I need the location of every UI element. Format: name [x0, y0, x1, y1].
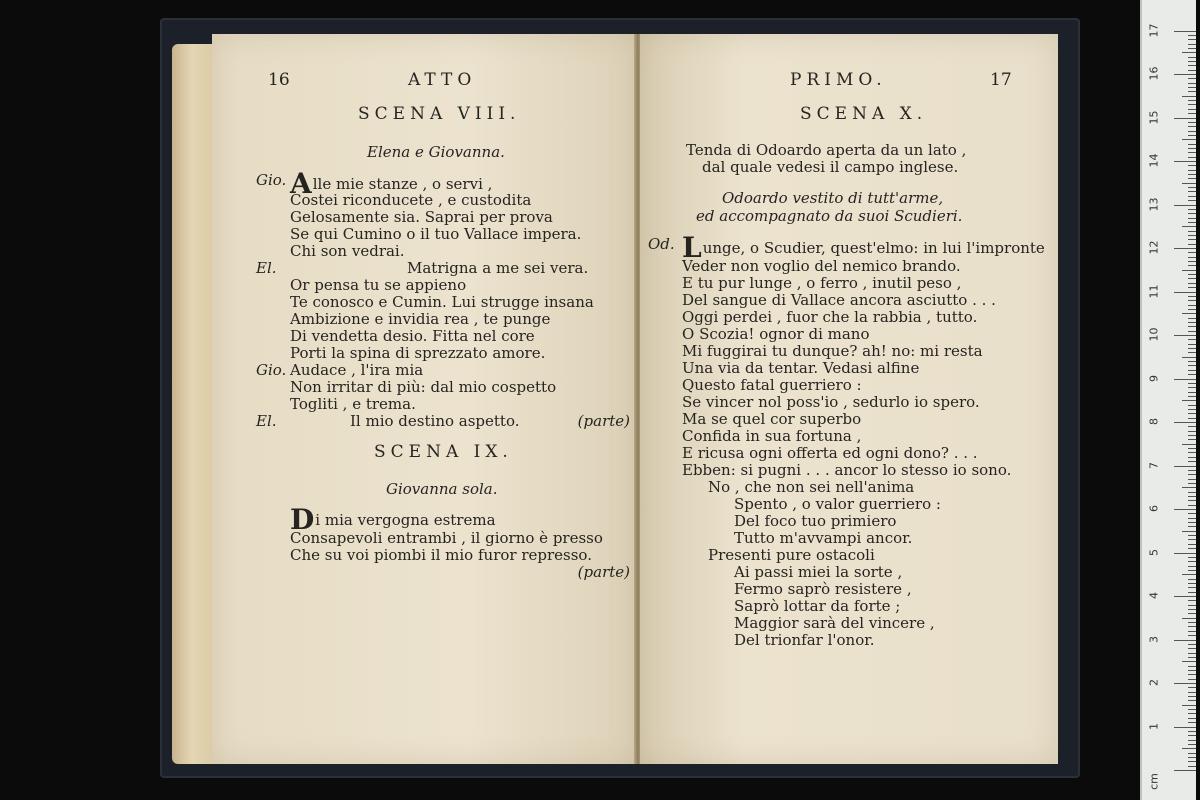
ruler-tick [1188, 653, 1196, 654]
ruler-tick [1188, 679, 1196, 680]
verse-line [682, 360, 919, 377]
verse-text: Te conosco e Cumin. Lui strugge insana [290, 293, 594, 311]
stage-direction: (parte) [577, 412, 630, 430]
ruler-tick [1182, 705, 1196, 706]
ruler-tick [1188, 157, 1196, 158]
ruler-tick [1188, 187, 1196, 188]
ruler-tick [1188, 365, 1196, 366]
ruler-tick [1188, 113, 1196, 114]
verse-line [682, 292, 996, 309]
ruler-tick [1188, 470, 1196, 471]
ruler-tick [1182, 444, 1196, 445]
ruler-tick [1188, 87, 1196, 88]
ruler-tick [1188, 492, 1196, 493]
ruler-tick [1188, 135, 1196, 136]
ruler-number: 6 [1147, 505, 1161, 512]
ruler-number: 4 [1147, 592, 1161, 599]
verse-line [734, 581, 912, 598]
ruler-tick [1174, 31, 1196, 32]
ruler-tick [1188, 457, 1196, 458]
ruler-tick [1188, 374, 1196, 375]
drop-capital: L [682, 231, 702, 264]
verse-line [682, 462, 1011, 479]
ruler-tick [1188, 496, 1196, 497]
ruler-tick [1188, 535, 1196, 536]
verse-line [682, 428, 861, 445]
verse-text: Saprò lottar da forte ; [734, 597, 901, 615]
ruler-tick [1188, 435, 1196, 436]
ruler-tick [1188, 209, 1196, 210]
ruler-tick [1188, 740, 1196, 741]
verse-text: Ebben: si pugni . . . ancor lo stesso io sono. [682, 461, 1012, 479]
speaker-label: Gio. [256, 171, 287, 189]
verse-line [682, 343, 983, 360]
ruler-tick [1182, 748, 1196, 749]
ruler-tick [1188, 239, 1196, 240]
right-page [640, 34, 1058, 764]
ruler-tick [1188, 687, 1196, 688]
ruler-tick [1182, 96, 1196, 97]
verse-text: i mia vergogna estrema [315, 511, 496, 529]
ruler-tick [1188, 609, 1196, 610]
ruler-tick [1188, 348, 1196, 349]
verse-text: Ma se quel cor superbo [682, 410, 862, 428]
speaker-label: Gio. [256, 361, 287, 379]
ruler-tick [1174, 683, 1196, 684]
verse-line [290, 277, 466, 294]
ruler-tick [1188, 409, 1196, 410]
verse-text: No , che non sei nell'anima [708, 478, 915, 496]
verse-line [682, 326, 870, 343]
verse-line [682, 258, 961, 275]
verse-text: unge, o Scudier, quest'elmo: in lui l'impronte [702, 239, 1045, 257]
ruler-tick [1182, 531, 1196, 532]
verse-text: Matrigna a me sei vera. [407, 259, 589, 277]
verse-text: Non irritar di più: dal mio cospetto [290, 378, 557, 396]
ruler-tick [1188, 648, 1196, 649]
ruler-tick [1188, 761, 1196, 762]
ruler-tick [1188, 753, 1196, 754]
ruler-tick [1188, 696, 1196, 697]
ruler-tick [1188, 296, 1196, 297]
ruler-tick [1188, 100, 1196, 101]
verse-text: Porti la spina di sprezzato amore. [290, 344, 546, 362]
ruler-tick [1188, 722, 1196, 723]
ruler-tick [1188, 287, 1196, 288]
ruler-tick [1188, 766, 1196, 767]
ruler-tick [1182, 618, 1196, 619]
ruler-tick [1188, 452, 1196, 453]
verse-line [290, 345, 545, 362]
scene-characters: Giovanna sola. [386, 480, 498, 498]
verse-text: Del sangue di Vallace ancora asciutto . . . [682, 291, 996, 309]
ruler-tick [1188, 626, 1196, 627]
ruler-tick [1188, 644, 1196, 645]
ruler-tick [1188, 48, 1196, 49]
ruler-tick [1188, 592, 1196, 593]
scene-setting: dal quale vedesi il campo inglese. [702, 158, 959, 176]
verse-text: Fermo saprò resistere , [734, 580, 912, 598]
ruler-tick [1188, 144, 1196, 145]
verse-line [708, 479, 914, 496]
ruler-tick [1174, 640, 1196, 641]
ruler-tick [1188, 731, 1196, 732]
drop-capital: D [290, 503, 315, 536]
ruler-tick [1174, 509, 1196, 510]
ruler-tick [1182, 313, 1196, 314]
ruler-tick [1188, 605, 1196, 606]
ruler-tick [1188, 426, 1196, 427]
ruler-tick [1188, 600, 1196, 601]
ruler-number: 7 [1147, 461, 1161, 469]
ruler-tick [1188, 352, 1196, 353]
ruler-tick [1188, 674, 1196, 675]
ruler-tick [1182, 487, 1196, 488]
ruler-tick [1188, 474, 1196, 475]
ruler-tick [1174, 466, 1196, 467]
ruler-tick [1174, 205, 1196, 206]
verse-line [734, 564, 902, 581]
ruler-number: 9 [1147, 374, 1161, 382]
ruler-tick [1188, 322, 1196, 323]
verse-line [290, 209, 553, 226]
running-head: ATTO [408, 70, 477, 90]
ruler-number: 11 [1147, 284, 1161, 298]
verse-text: Del foco tuo primiero [734, 512, 897, 530]
ruler-number: 5 [1147, 548, 1161, 556]
ruler-tick [1188, 561, 1196, 562]
ruler-tick [1188, 744, 1196, 745]
ruler-tick [1174, 379, 1196, 380]
verse-line [290, 379, 556, 396]
ruler-number: 15 [1147, 110, 1161, 124]
ruler-tick [1174, 770, 1196, 771]
ruler-tick [1188, 570, 1196, 571]
verse-text: Che su voi piombi il mio furor represso. [290, 546, 592, 564]
ruler-tick [1188, 526, 1196, 527]
ruler-tick [1188, 300, 1196, 301]
ruler-tick [1188, 418, 1196, 419]
ruler-number: 1 [1147, 722, 1161, 730]
verse-line [682, 275, 961, 292]
ruler-tick [1188, 235, 1196, 236]
ruler-tick [1188, 331, 1196, 332]
ruler-tick [1188, 200, 1196, 201]
ruler-tick [1188, 309, 1196, 310]
verse-text: Spento , o valor guerriero : [734, 495, 941, 513]
ruler-tick [1188, 370, 1196, 371]
scene-characters: ed accompagnato da suoi Scudieri. [696, 207, 963, 225]
verse-text: Se qui Cumino o il tuo Vallace impera. [290, 225, 582, 243]
verse-text: lle mie stanze , o servi , [312, 175, 493, 193]
ruler-tick [1188, 326, 1196, 327]
verse-text: Tutto m'avvampi ancor. [734, 529, 913, 547]
verse-line [734, 496, 941, 513]
ruler-tick [1188, 692, 1196, 693]
verse-text: Se vincer nol poss'io , sedurlo io spero. [682, 393, 980, 411]
ruler-tick [1188, 126, 1196, 127]
verse-line [407, 260, 588, 277]
scene-title: SCENA X. [800, 104, 928, 124]
ruler-tick [1188, 718, 1196, 719]
ruler-tick [1188, 405, 1196, 406]
verse-line [682, 309, 977, 326]
ruler-tick [1188, 396, 1196, 397]
ruler-tick [1188, 622, 1196, 623]
ruler-tick [1188, 174, 1196, 175]
drop-capital: A [290, 167, 312, 200]
ruler-number: 8 [1147, 418, 1161, 425]
speaker-label: Od. [648, 235, 675, 253]
ruler-tick [1188, 131, 1196, 132]
ruler-tick [1188, 57, 1196, 58]
ruler-tick [1188, 635, 1196, 636]
ruler-tick [1188, 361, 1196, 362]
scene-characters: Odoardo vestito di tutt'arme, [722, 189, 944, 207]
ruler-tick [1188, 35, 1196, 36]
ruler-tick [1174, 248, 1196, 249]
verse-text: E ricusa ogni offerta ed ogni dono? . . . [682, 444, 978, 462]
verse-text: E tu pur lunge , o ferro , inutil peso , [682, 274, 962, 292]
scene-title: SCENA VIII. [358, 104, 521, 124]
verse-text: Di vendetta desio. Fitta nel core [290, 327, 535, 345]
ruler-tick [1188, 735, 1196, 736]
verse-line [708, 547, 875, 564]
ruler-tick [1188, 700, 1196, 701]
verse-text: Chi son vedrai. [290, 242, 405, 260]
ruler-tick [1188, 479, 1196, 480]
ruler-number: 13 [1147, 197, 1161, 211]
speaker-label: El. [256, 259, 277, 277]
speaker-label: El. [256, 412, 277, 430]
verse-text: Confida in sua fortuna , [682, 427, 862, 445]
ruler-tick [1174, 553, 1196, 554]
verse-line [290, 192, 531, 209]
verse-text: Maggior sarà del vincere , [734, 614, 935, 632]
ruler-number: 2 [1147, 679, 1161, 686]
verse-text: Ambizione e invidia rea , te punge [290, 310, 551, 328]
ruler-tick [1188, 631, 1196, 632]
ruler-tick [1188, 274, 1196, 275]
verse-line [734, 632, 875, 649]
ruler-number: 3 [1147, 635, 1161, 643]
verse-text: Presenti pure ostacoli [708, 546, 875, 564]
ruler-tick [1188, 218, 1196, 219]
ruler-tick [1182, 183, 1196, 184]
ruler-tick [1188, 222, 1196, 223]
ruler-tick [1188, 44, 1196, 45]
ruler-tick [1188, 305, 1196, 306]
ruler-tick [1188, 178, 1196, 179]
ruler-tick [1188, 252, 1196, 253]
verse-line [290, 530, 603, 547]
ruler-tick [1188, 439, 1196, 440]
verse-text: Consapevoli entrambi , il giorno è presso [290, 529, 603, 547]
ruler-tick [1188, 579, 1196, 580]
ruler-tick [1188, 170, 1196, 171]
ruler-tick [1188, 392, 1196, 393]
ruler-tick [1188, 91, 1196, 92]
ruler-unit-label: cm [1147, 773, 1161, 790]
ruler-tick [1188, 109, 1196, 110]
ruler-tick [1188, 544, 1196, 545]
ruler-tick [1188, 70, 1196, 71]
verse-text: Oggi perdei , fuor che la rabbia , tutto. [682, 308, 978, 326]
ruler-tick [1188, 387, 1196, 388]
ruler-tick [1188, 165, 1196, 166]
ruler-tick [1188, 196, 1196, 197]
ruler-tick [1182, 400, 1196, 401]
ruler-tick [1188, 461, 1196, 462]
verse-line [290, 547, 592, 564]
ruler-tick [1182, 226, 1196, 227]
ruler-tick [1188, 283, 1196, 284]
ruler-tick [1188, 431, 1196, 432]
verse-line [290, 294, 594, 311]
page-number: 16 [268, 70, 290, 90]
ruler-tick [1188, 613, 1196, 614]
ruler-tick [1188, 83, 1196, 84]
ruler-tick [1188, 213, 1196, 214]
verse-text: Ai passi miei la sorte , [734, 563, 903, 581]
ruler-tick [1174, 335, 1196, 336]
ruler-tick [1188, 757, 1196, 758]
ruler-tick [1188, 483, 1196, 484]
ruler-tick [1188, 513, 1196, 514]
ruler-number: 10 [1147, 327, 1161, 342]
ruler-tick [1188, 557, 1196, 558]
verse-text: Del trionfar l'onor. [734, 631, 875, 649]
ruler-number: 16 [1147, 66, 1161, 81]
verse-text: Gelosamente sia. Saprai per prova [290, 208, 553, 226]
open-book-spread [172, 34, 1062, 764]
ruler-tick [1188, 78, 1196, 79]
ruler-tick [1188, 244, 1196, 245]
ruler-tick [1188, 448, 1196, 449]
verse-line [682, 411, 861, 428]
verse-text: Veder non voglio del nemico brando. [682, 257, 961, 275]
stage-direction: (parte) [577, 563, 630, 581]
verse-text: Questo fatal guerriero : [682, 376, 862, 394]
ruler-tick [1188, 666, 1196, 667]
verse-line [734, 598, 900, 615]
ruler-tick [1188, 339, 1196, 340]
ruler-tick [1174, 292, 1196, 293]
ruler-tick [1188, 61, 1196, 62]
verse-line [350, 413, 519, 430]
ruler-tick [1174, 727, 1196, 728]
ruler-tick [1182, 357, 1196, 358]
verse-line [734, 513, 896, 530]
ruler-tick [1188, 104, 1196, 105]
ruler-tick [1188, 278, 1196, 279]
ruler-tick [1188, 505, 1196, 506]
verse-text: Mi fuggirai tu dunque? ah! no: mi resta [682, 342, 983, 360]
measuring-ruler [1140, 0, 1196, 800]
verse-text: Il mio destino aspetto. [350, 412, 520, 430]
verse-line [290, 328, 535, 345]
ruler-tick [1188, 318, 1196, 319]
page-number: 17 [990, 70, 1012, 90]
ruler-tick [1182, 52, 1196, 53]
ruler-tick [1174, 118, 1196, 119]
ruler-number: 14 [1147, 153, 1161, 168]
verse-line [290, 396, 416, 413]
ruler-tick [1188, 383, 1196, 384]
scene-setting: Tenda di Odoardo aperta da un lato , [686, 141, 967, 159]
verse-text: Togliti , e trema. [290, 395, 416, 413]
running-head: PRIMO. [790, 70, 887, 90]
ruler-tick [1188, 231, 1196, 232]
verse-text: Audace , l'ira mia [290, 361, 424, 379]
ruler-tick [1182, 661, 1196, 662]
verse-line [734, 615, 935, 632]
ruler-tick [1188, 500, 1196, 501]
ruler-tick [1188, 548, 1196, 549]
ruler-tick [1188, 539, 1196, 540]
ruler-tick [1188, 148, 1196, 149]
ruler-tick [1174, 161, 1196, 162]
ruler-tick [1188, 587, 1196, 588]
verse-line [682, 377, 862, 394]
verse-text: Or pensa tu se appieno [290, 276, 467, 294]
ruler-tick [1182, 574, 1196, 575]
ruler-tick [1188, 713, 1196, 714]
verse-line [290, 243, 405, 260]
ruler-tick [1188, 657, 1196, 658]
verse-line [682, 394, 980, 411]
ruler-number: 12 [1147, 240, 1161, 255]
ruler-tick [1174, 596, 1196, 597]
scene-title: SCENA IX. [374, 442, 513, 462]
ruler-tick [1188, 670, 1196, 671]
scene-characters: Elena e Giovanna. [367, 143, 505, 161]
ruler-tick [1188, 344, 1196, 345]
ruler-tick [1182, 270, 1196, 271]
ruler-tick [1188, 39, 1196, 40]
ruler-tick [1188, 261, 1196, 262]
ruler-tick [1188, 265, 1196, 266]
verse-line [682, 445, 978, 462]
left-page [212, 34, 638, 764]
verse-text: Costei riconducete , e custodita [290, 191, 532, 209]
verse-line [290, 362, 423, 379]
ruler-tick [1182, 139, 1196, 140]
ruler-tick [1174, 422, 1196, 423]
ruler-number: 17 [1147, 23, 1161, 37]
verse-text: O Scozia! ognor di mano [682, 325, 870, 343]
ruler-tick [1188, 65, 1196, 66]
ruler-tick [1188, 191, 1196, 192]
ruler-tick [1188, 518, 1196, 519]
verse-line [290, 226, 581, 243]
ruler-tick [1188, 522, 1196, 523]
ruler-tick [1188, 152, 1196, 153]
ruler-tick [1188, 257, 1196, 258]
ruler-tick [1188, 566, 1196, 567]
ruler-tick [1188, 709, 1196, 710]
verse-text: Una via da tentar. Vedasi alfine [682, 359, 920, 377]
ruler-tick [1188, 413, 1196, 414]
ruler-tick [1188, 583, 1196, 584]
ruler-tick [1174, 74, 1196, 75]
ruler-tick [1188, 122, 1196, 123]
verse-line [290, 311, 550, 328]
verse-line [734, 530, 912, 547]
